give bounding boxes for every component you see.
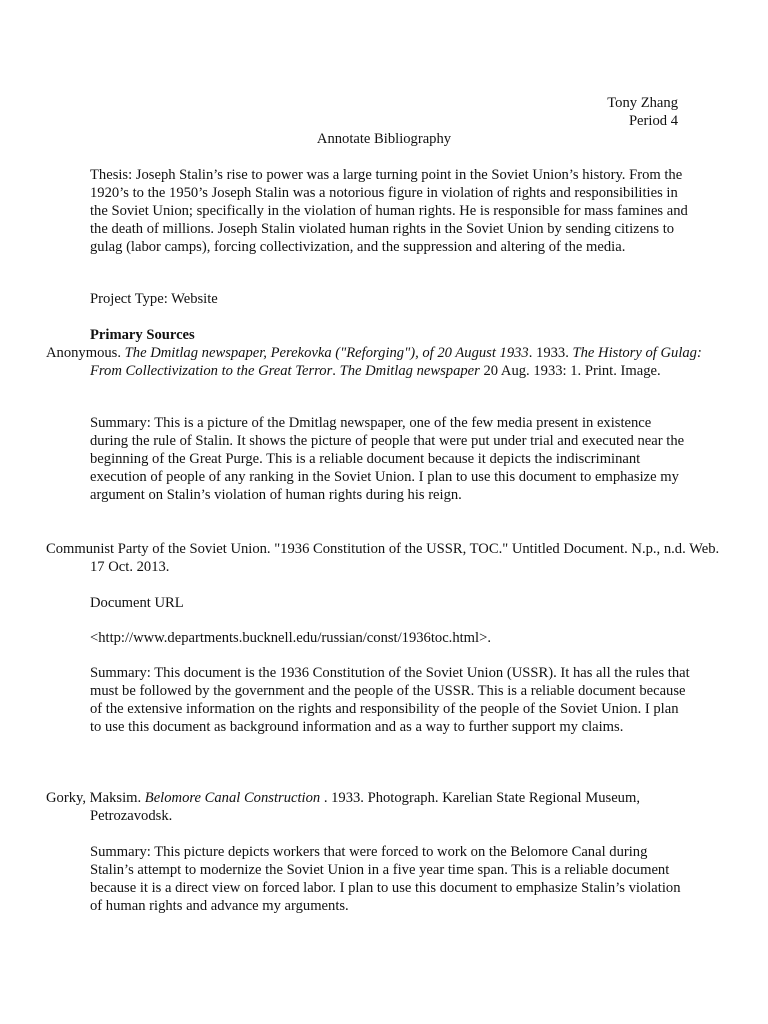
author-name: Tony Zhang [607,95,678,111]
document-url: <http://www.departments.bucknell.edu/russian/const/1936toc.html>. [90,630,491,646]
summary-belomore: Summary: This picture depicts workers that were forced to work on the Belomore Canal during Stalin’s attempt to modernize the Soviet Union in a five year time span. This is a reliable document because it is a direct view on forced labor. I plan to use this document to emphasize Stalin’s violation of human rights and advance my arguments. [90,844,681,914]
citation-text: . 1933. Photograph. Karelian State Regional Museum, Petrozavodsk. [90,790,640,824]
citation-constitution: Communist Party of the Soviet Union. "1936 Constitution of the USSR, TOC." Untitled Document. N.p., n.d. Web. 17 Oct. 2013. [46,541,720,575]
citation-text: 20 Aug. 1933: 1. Print. Image. [479,363,661,379]
project-type: Project Type: Website [90,291,218,307]
summary-constitution: Summary: This document is the 1936 Constitution of the Soviet Union (USSR). It has all the rules that must be followed by the government and the people of the USSR. This is a reliable document because of the extensive information on the rights and responsibility of the people of the Soviet Union. I plan to use this document as background information and as a way to further support my claims. [90,665,690,735]
document-title: Annotate Bibliography [316,131,452,147]
citation-text: . [332,363,340,379]
class-period: Period 4 [628,113,678,129]
citation-text: . 1933. [528,345,573,361]
thesis-paragraph: Thesis: Joseph Stalin’s rise to power was a large turning point in the Soviet Union’s history. From the 1920’s to the 1950’s Joseph Stalin was a notorious figure in violation of rights and responsibilities in the Soviet Union; specifically in the violation of human rights. He is responsible for mass famines and the death of millions. Joseph Stalin violated human rights in the Soviet Union by sending citizens to gulag (labor camps), forcing collectivization, and the suppression and altering of the media. [90,167,688,255]
citation-title: The Dmitlag newspaper, Perekovka ("Reforging"), of 20 August 1933 [124,345,529,361]
citation-publication: The Dmitlag newspaper [339,363,480,379]
primary-sources-heading: Primary Sources [90,327,195,343]
citation-author: Gorky, Maksim. [46,790,145,806]
document-url-label: Document URL [90,595,184,611]
summary-dmitlag: Summary: This is a picture of the Dmitlag newspaper, one of the few media present in existence during the rule of Stalin. It shows the picture of people that were put under trial and executed near the beginning of the Great Purge. This is a reliable document because it depicts the indiscriminant execution of people of any ranking in the Soviet Union. I plan to use this document to emphasize my argument on Stalin’s violation of human rights during his reign. [90,415,685,503]
citation-dmitlag [46,344,720,380]
citation-source: The History of Gulag: From Collectivization to the Great Terror [90,345,702,379]
citation-title: Belomore Canal Construction [144,790,321,806]
citation-belomore [46,789,720,825]
citation-author: Anonymous. [46,345,125,361]
